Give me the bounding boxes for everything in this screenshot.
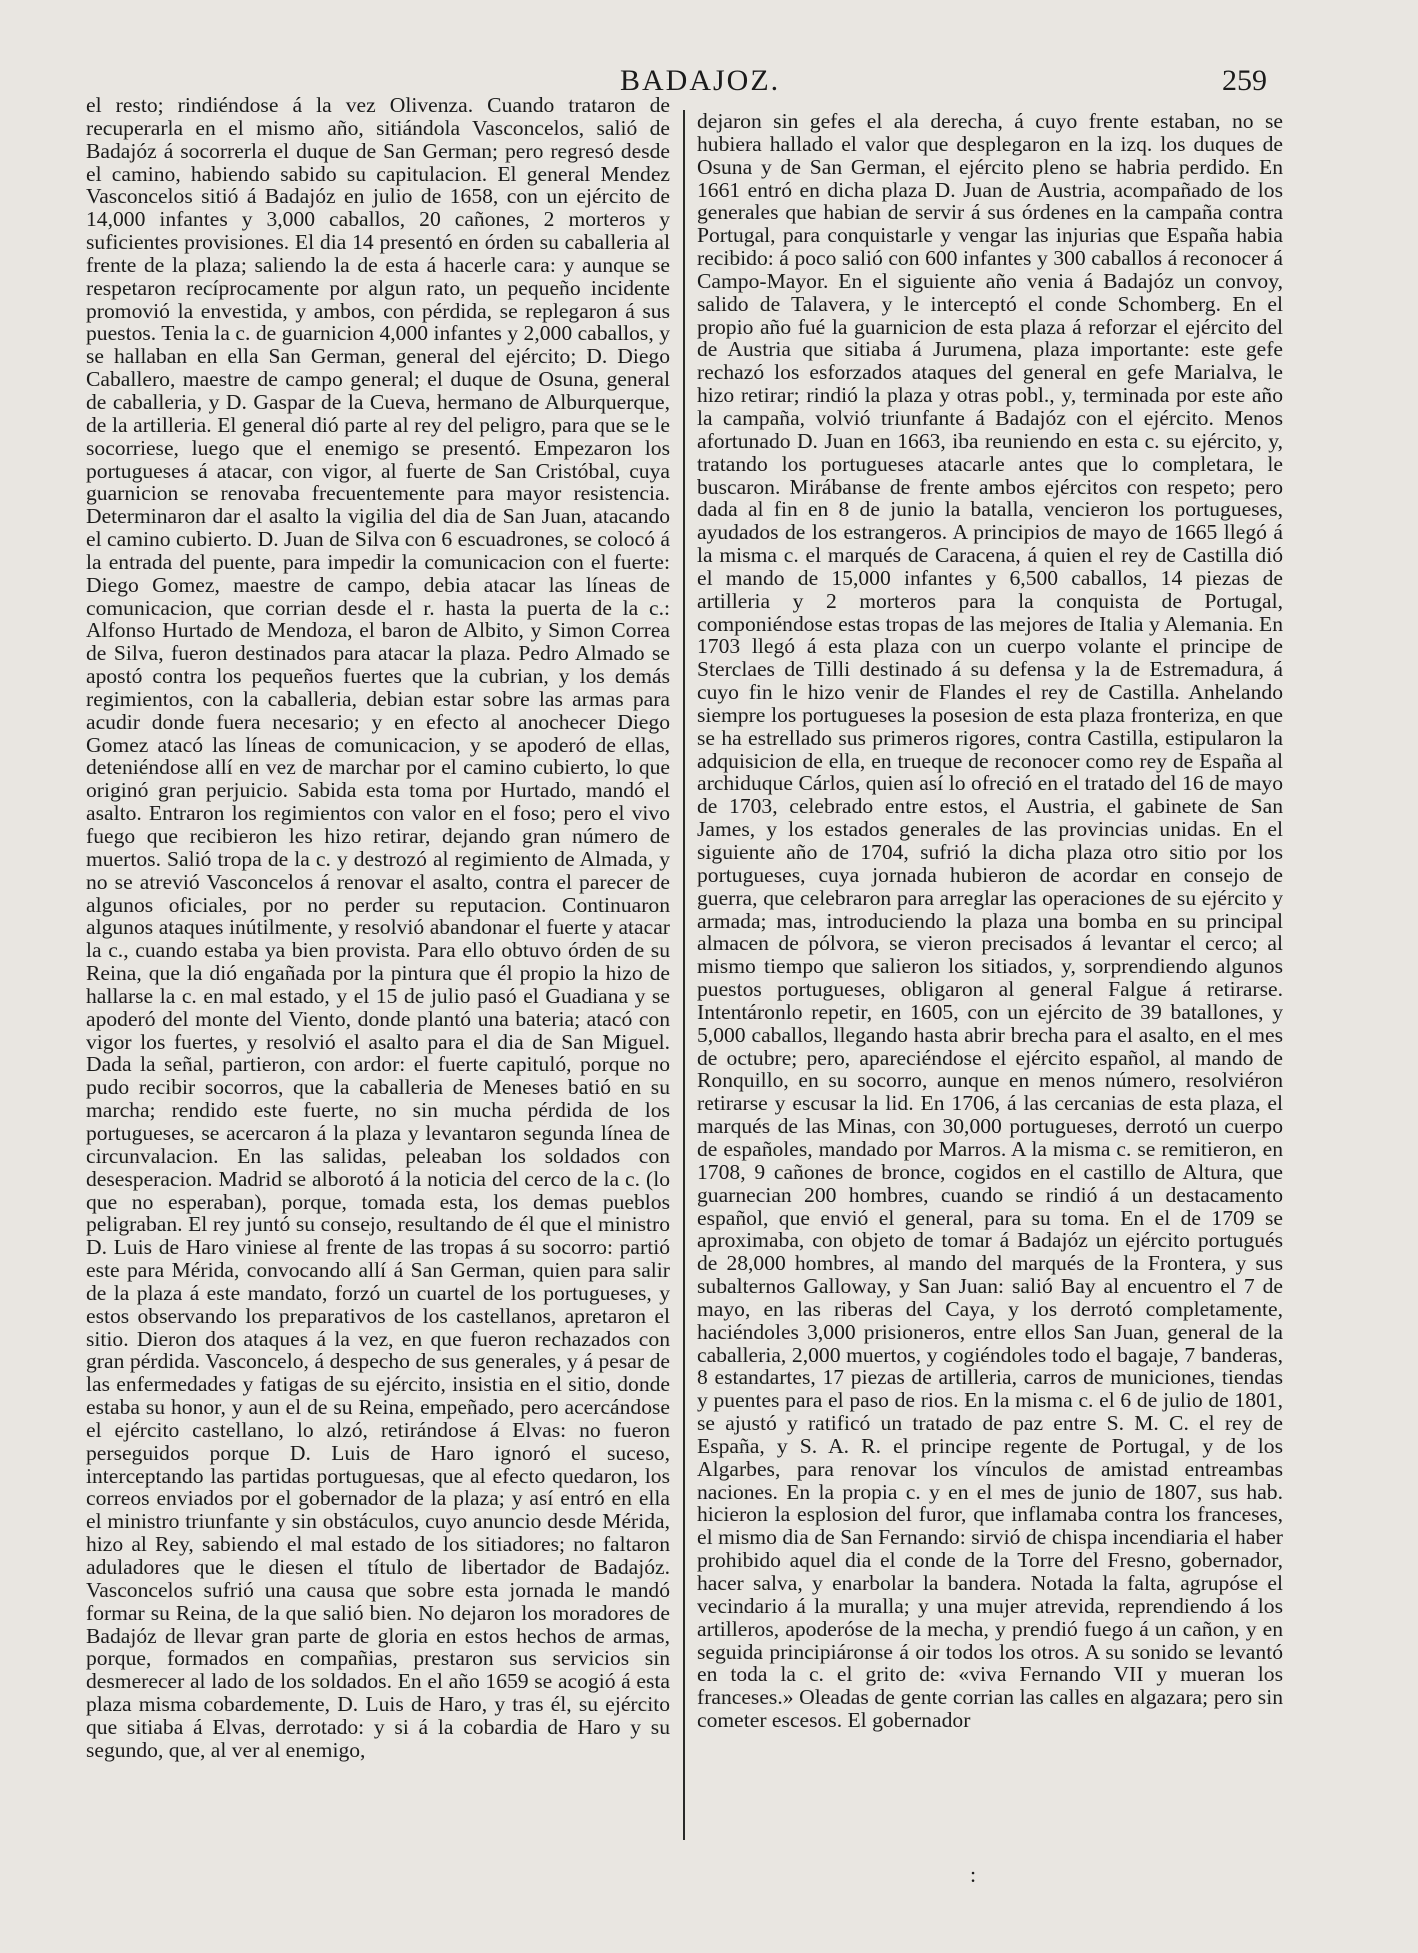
right-text-column <box>697 110 1283 1732</box>
left-text-column <box>86 94 670 1762</box>
column-divider <box>683 110 685 1840</box>
footer-mark: : <box>970 1862 977 1887</box>
page-number: 259 <box>1222 64 1267 97</box>
right-column-text: dejaron sin gefes el ala derecha, á cuyo frente estaban, no se hubiera hallado el valor que desplegaron en la izq. los duques de Osuna y de San German, el ejército pleno se habria perdido. En 1661 entró en dicha plaza D. Juan de Austria, acompañado de los generales que habian de servir á sus órdenes en la campaña contra Portugal, para conquistarle y vengar las injurias que España habia recibido: á poco salió con 600 infantes y 300 caballos á reconocer á Campo-Mayor. En el siguiente año venia á Badajóz un convoy, salido de Talavera, y le interceptó el conde Schomberg. En el propio año fué la guarnicion de esta plaza á reforzar el ejército del de Austria que sitiaba á Jurumena, plaza importante: este gefe rechazó los esforzados ataques del general en gefe Marialva, le hizo retirar; rindió la plaza y otras pobl., y, terminada por este año la campaña, volvió triunfante á Badajóz con el ejército. Menos afortunado D. Juan en 1663, iba reuniendo en esta c. su ejército, y, tratando los portugueses atacarle antes que lo completara, le buscaron. Mirábanse de frente ambos ejércitos con respeto; pero dada al fin en 8 de junio la batalla, vencieron los portugueses, ayudados de los estrangeros. A principios de mayo de 1665 llegó á la misma c. el marqués de Caracena, á quien el rey de Castilla dió el mando de 15,000 infantes y 6,500 caballos, 14 piezas de artilleria y 2 morteros para la conquista de Portugal, componiéndose estas tropas de las mejores de Italia y Alemania. En 1703 llegó á esta plaza con un cuerpo volante el principe de Sterclaes de Tilli destinado á su defensa y la de Estremadura, á cuyo fin le hizo venir de Flandes el rey de Castilla. Anhelando siempre los portugueses la posesion de esta plaza fronteriza, en que se ha estrellado sus primeros rigores, contra Castilla, estipularon la adquisicion de ella, en trueque de reconocer como rey de España al archiduque Cárlos, quien así lo ofreció en el tratado del 16 de mayo de 1703, celebrado entre estos, el Austria, el gabinete de San James, y los estados generales de las provincias unidas. En el siguiente año de 1704, sufrió la dicha plaza otro sitio por los portugueses, cuya jornada hubieron de acordar en consejo de guerra, que celebraron para arreglar las operaciones de su ejército y armada; mas, introduciendo la plaza una bomba en su principal almacen de pólvora, se vieron precisados á levantar el cerco; al mismo tiempo que salieron los sitiados, y, sorprendiendo algunos puestos portugueses, obligaron al general Falgue á retirarse. Intentáronlo repetir, en 1605, con un ejército de 39 batallones, y 5,000 caballos, llegando hasta abrir brecha para el asalto, en el mes de octubre; pero, apareciéndose el ejército español, al mando de Ronquillo, en su socorro, aunque en menos número, resolviéron retirarse y escusar la lid. En 1706, á las cercanias de esta plaza, el marqués de las Minas, con 30,000 portugueses, derrotó un cuerpo de españoles, mandado por Marros. A la misma c. se remitieron, en 1708, 9 cañones de bronce, cogidos en el castillo de Altura, que guarnecian 200 hombres, cuando se rindió á un destacamento español, que envió el general, para su toma. En el de 1709 se aproximaba, con objeto de tomar á Badajóz un ejército portugués de 28,000 hombres, al mando del marqués de la Frontera, y sus subalternos Galloway, y San Juan: salió Bay al encuentro el 7 de mayo, en las riberas del Caya, y los derrotó completamente, haciéndoles 3,000 prisioneros, entre ellos San Juan, general de la caballeria, 2,000 muertos, y cogiéndoles todo el bagaje, 7 banderas, 8 estandartes, 17 piezas de artilleria, carros de municiones, tiendas y puentes para el paso de rios. En la misma c. el 6 de julio de 1801, se ajustó y ratificó un tratado de paz entre S. M. C. el rey de España, y S. A. R. el principe regente de Portugal, y de los Algarbes, para renovar los vínculos de amistad entreambas naciones. En la propia c. y en el mes de junio de 1807, sus hab. hicieron la esplosion del furor, que inflamaba contra los franceses, el mismo dia de San Fernando: sirvió de chispa incendiaria el haber prohibido aquel dia el conde de la Torre del Fresno, gobernador, hacer salva, y enarbolar la bandera. Notada la falta, agrupóse el vecindario á la muralla; y una mujer atrevida, reprendiendo á los artilleros, apoderóse de la mecha, y prendió fuego á un cañon, y en seguida principiáronse á oir todos los otros. A su sonido se levantó en toda la c. el grito de: «viva Fernando VII y mueran los franceses.» Oleadas de gente corrian las calles en algazara; pero sin cometer escesos. El gobernador <box>697 109 1283 1733</box>
left-column-text: el resto; rindiéndose á la vez Olivenza. Cuando trataron de recuperarla en el mismo año, sitiándola Vasconcelos, salió de Badajóz á socorrerla el duque de San German; pero regresó desde el camino, habiendo sabido su capitulacion. El general Mendez Vasconcelos sitió á Badajóz en julio de 1658, con un ejército de 14,000 infantes y 3,000 caballos, 20 cañones, 2 morteros y suficientes provisiones. El dia 14 presentó en órden su caballeria al frente de la plaza; saliendo la de esta á hacerle cara: y aunque se respetaron recíprocamente por algun rato, un pequeño incidente promovió la envestida, y ambos, con pérdida, se replegaron á sus puestos. Tenia la c. de guarnicion 4,000 infantes y 2,000 caballos, y se hallaban en ella San German, general del ejército; D. Diego Caballero, maestre de campo general; el duque de Osuna, general de caballeria, y D. Gaspar de la Cueva, hermano de Alburquerque, de la artilleria. El general dió parte al rey del peligro, para que se le socorriese, luego que el enemigo se presentó. Empezaron los portugueses á atacar, con vigor, al fuerte de San Cristóbal, cuya guarnicion se renovaba frecuentemente para mayor resistencia. Determinaron dar el asalto la vigilia del dia de San Juan, atacando el camino cubierto. D. Juan de Silva con 6 escuadrones, se colocó á la entrada del puente, para impedir la comunicacion con el fuerte: Diego Gomez, maestre de campo, debia atacar las líneas de comunicacion, que corrian desde el r. hasta la puerta de la c.: Alfonso Hurtado de Mendoza, el baron de Albito, y Simon Correa de Silva, fueron destinados para atacar la plaza. Pedro Almado se apostó contra los pequeños fuertes que la cubrian, y los demás regimientos, con la caballeria, debian estar sobre las armas para acudir donde fuera necesario; y en efecto al anochecer Diego Gomez atacó las líneas de comunicacion, y se apoderó de ellas, deteniéndose allí en vez de marchar por el camino cubierto, lo que originó gran perjuicio. Sabida esta toma por Hurtado, mandó el asalto. Entraron los regimientos con valor en el foso; pero el vivo fuego que recibieron les hizo retirar, dejando gran número de muertos. Salió tropa de la c. y destrozó al regimiento de Almada, y no se atrevió Vasconcelos á renovar el asalto, contra el parecer de algunos oficiales, por no perder su reputacion. Continuaron algunos ataques inútilmente, y resolvió abandonar el fuerte y atacar la c., cuando estaba ya bien provista. Para ello obtuvo órden de su Reina, que la dió engañada por la pintura que él propio la hizo de hallarse la c. en mal estado, y el 15 de julio pasó el Guadiana y se apoderó del monte del Viento, donde plantó una bateria; atacó con vigor los fuertes, y resolvió el asalto para el dia de San Miguel. Dada la señal, partieron, con ardor: el fuerte capituló, porque no pudo recibir socorros, que la caballeria de Meneses batió en su marcha; rendido este fuerte, no sin mucha pérdida de los portugueses, se acercaron á la plaza y levantaron segunda línea de circunvalacion. En las salidas, peleaban los soldados con desesperacion. Madrid se alborotó á la noticia del cerco de la c. (lo que no esperaban), porque, tomada esta, los demas pueblos peligraban. El rey juntó su consejo, resultando de él que el ministro D. Luis de Haro viniese al frente de las tropas á su socorro: partió este para Mérida, convocando allí á San German, quien para salir de la plaza á este mandato, forzó un cuartel de los portugueses, y estos observando los preparativos de los castellanos, apretaron el sitio. Dieron dos ataques á la vez, en que fueron rechazados con gran pérdida. Vasconcelo, á despecho de sus generales, y á pesar de las enfermedades y fatigas de su ejército, insistia en el sitio, donde estaba su honor, y aun el de su Reina, empeñado, pero acercándose el ejército castellano, lo alzó, retirándose á Elvas: no fueron perseguidos porque D. Luis de Haro ignoró el suceso, interceptando las partidas portuguesas, que al efecto quedaron, los correos enviados por el gobernador de la plaza; y así entró en ella el ministro triunfante y sin obstáculos, cuyo anuncio desde Mérida, hizo al Rey, sabiendo el mal estado de los sitiadores; no faltaron aduladores que le diesen el título de libertador de Badajóz. Vasconcelos sufrió una causa que sobre esta jornada le mandó formar su Reina, de la que salió bien. No dejaron los moradores de Badajóz de llevar gran parte de gloria en estos hechos de armas, porque, formados en compañias, prestaron sus servicios sin desmerecer al lado de los soldados. En el año 1659 se acogió á esta plaza misma cobardemente, D. Luis de Haro, y tras él, su ejército que sitiaba á Elvas, derrotado: y si á la cobardia de Haro y su segundo, que, al ver al enemigo, <box>86 93 670 1762</box>
running-title: BADAJOZ. <box>620 64 781 97</box>
